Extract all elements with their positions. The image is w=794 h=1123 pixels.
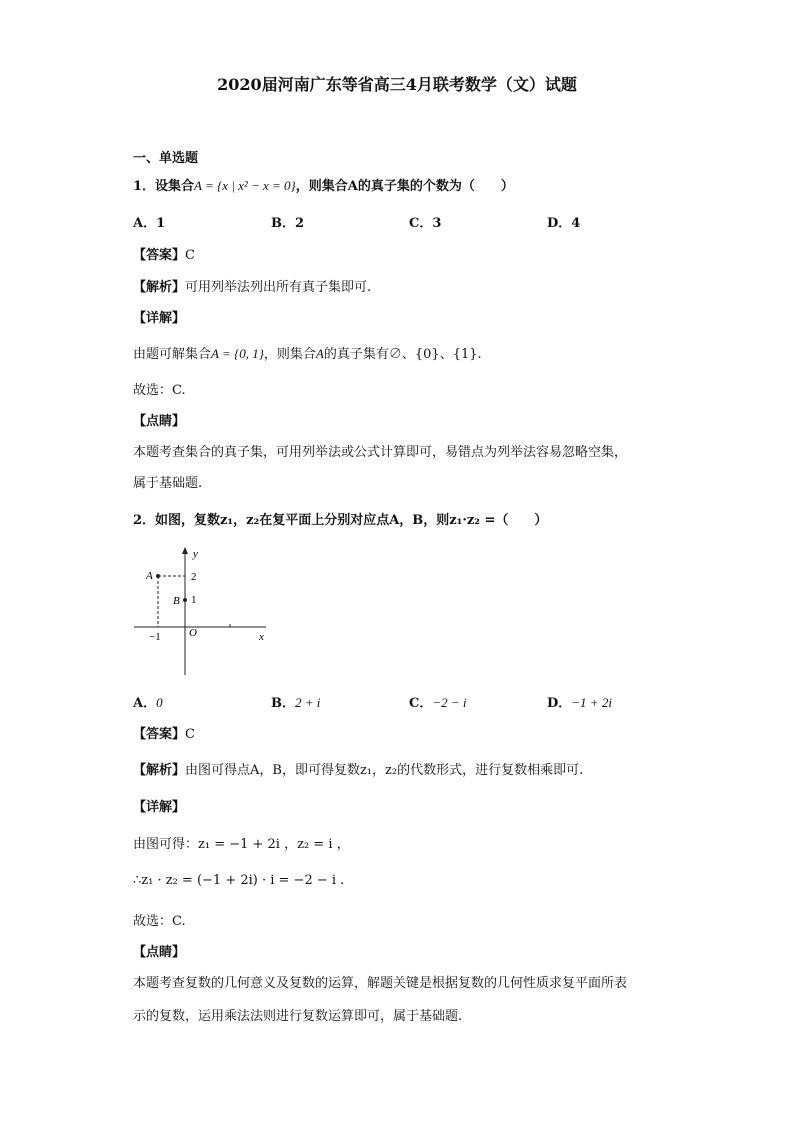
q2-answer-value: C: [185, 727, 195, 742]
q2-comment-line1: 本题考查复数的几何意义及复数的运算，解题关键是根据复数的几何性质求复平面所表: [133, 976, 628, 991]
point-a-dot: [156, 574, 160, 578]
q1-option-d: D．4: [547, 216, 581, 231]
y-axis-label: y: [193, 548, 198, 560]
x-axis-label: x: [259, 631, 264, 643]
tick-label-1: 1: [191, 594, 197, 606]
q2-option-a: A．0: [133, 695, 163, 711]
q1-detail-tag: 【详解】: [133, 311, 186, 326]
point-b-label: B: [173, 595, 180, 607]
q1-analysis-text: 可用列举法列出所有真子集即可.: [185, 280, 372, 295]
q1-option-a: A．1: [133, 216, 166, 231]
q1-stem-pre: 1．设集合: [133, 179, 195, 194]
section-heading: 一、单选题: [133, 151, 199, 166]
q2-comment-line2: 示的复数，运用乘法法则进行复数运算即可，属于基础题.: [133, 1009, 463, 1024]
q1-detail-A: A: [315, 346, 324, 361]
q2-stem: 2．如图，复数z₁，z₂在复平面上分别对应点A，B，则z₁·z₂ =（ ）: [133, 513, 548, 528]
q1-stem-math: A = {x | x² − x = 0}: [194, 178, 296, 193]
q1-answer-value: C: [185, 248, 195, 263]
q1-detail-line1: [133, 343, 482, 362]
q2-analysis-text: 由图可得点A，B，即可得复数z₁，z₂的代数形式，进行复数相乘即可.: [185, 763, 584, 778]
q1-choose: 故选：C.: [133, 383, 186, 398]
q1-stem-post: ，则集合A的真子集的个数为（ ）: [295, 179, 514, 194]
q1-answer: [133, 244, 195, 263]
q1-detail-mid: ，则集合: [263, 347, 316, 362]
q2-detail-line1: 由图可得：z₁ = −1 + 2i ，z₂ = i ，: [133, 837, 350, 852]
q1-answer-tag: 【答案】: [133, 248, 186, 263]
y-axis-arrow: [182, 547, 188, 554]
point-b-dot: [183, 598, 187, 602]
q1-stem: [133, 175, 514, 194]
q2-option-b: B．2 + i: [271, 695, 321, 711]
q1-detail-post: 的真子集有∅、{0}、{1}.: [323, 347, 482, 362]
q1-analysis-tag: 【解析】: [133, 280, 186, 295]
point-a-label: A: [146, 570, 153, 582]
q2-detail-line2: ∴z₁ · z₂ = (−1 + 2i) · i = −2 − i .: [133, 873, 345, 888]
q2-analysis-tag: 【解析】: [133, 763, 186, 778]
q1-detail-pre: 由题可解集合: [133, 347, 212, 362]
q2-option-c: C．−2 − i: [409, 695, 467, 711]
q2-answer-tag: 【答案】: [133, 727, 186, 742]
tick-label-2: 2: [191, 571, 197, 583]
complex-plane-figure: [130, 545, 280, 680]
q1-analysis: [133, 276, 371, 295]
q1-option-c: C．3: [409, 216, 442, 231]
q2-detail-tag: 【详解】: [133, 800, 186, 815]
q1-comment-line1: 本题考查集合的真子集，可用列举法或公式计算即可，易错点为列举法容易忽略空集，: [133, 445, 628, 460]
q2-analysis: [133, 759, 583, 778]
q2-choose: 故选：C.: [133, 914, 186, 929]
q1-option-b: B．2: [271, 216, 305, 231]
q1-comment-line2: 属于基础题.: [133, 476, 203, 491]
q2-option-d: D．−1 + 2i: [547, 695, 612, 711]
page-title: 2020届河南广东等省高三4月联考数学（文）试题: [217, 75, 577, 94]
q1-detail-math: A = {0, 1}: [211, 346, 264, 361]
origin-label: O: [189, 627, 197, 639]
tick-label-neg1: −1: [149, 631, 161, 643]
q2-comment-tag: 【点睛】: [133, 945, 186, 960]
q1-comment-tag: 【点睛】: [133, 414, 186, 429]
q2-answer: [133, 723, 195, 742]
